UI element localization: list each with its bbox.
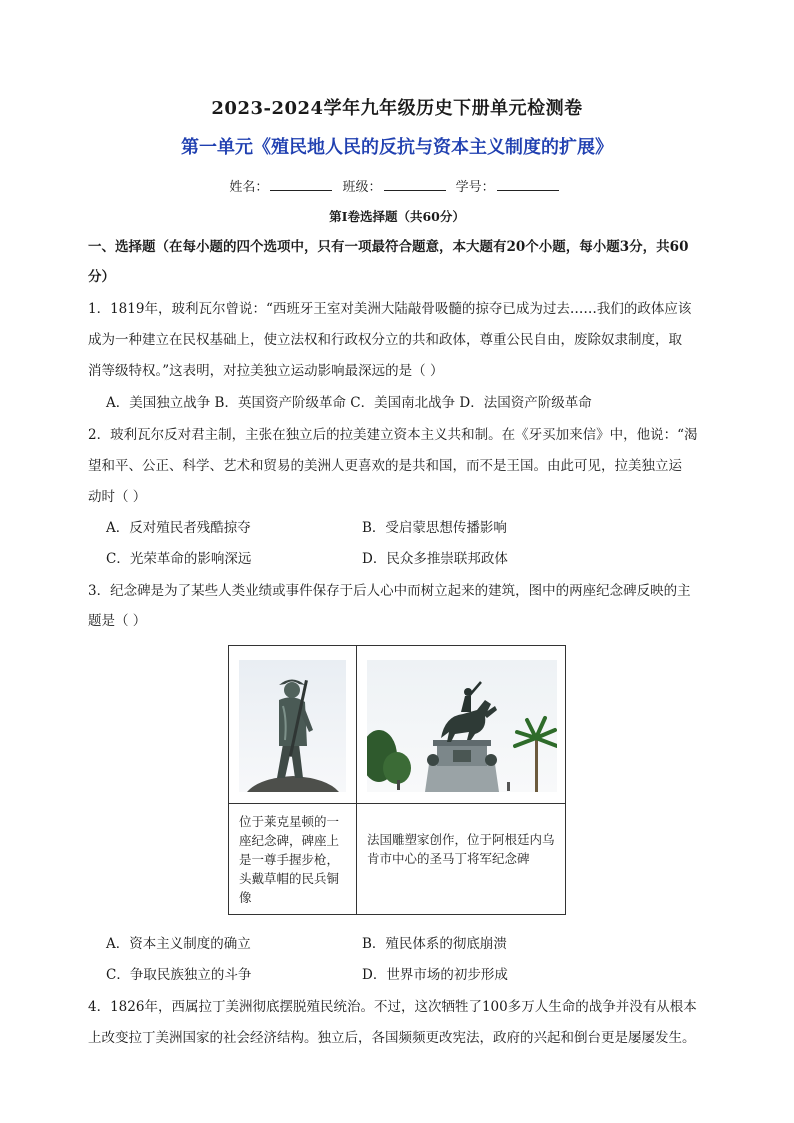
q2-option-a: A．反对殖民者残酷掠夺 xyxy=(106,520,251,536)
q4-line-2: 上改变拉丁美洲国家的社会经济结构。独立后，各国频频更改宪法，政府的兴起和倒台更是屡屡发生。 xyxy=(88,1030,696,1046)
q3-option-c: C．争取民族独立的斗争 xyxy=(106,967,252,983)
section-title: 第I卷选择题（共60分） xyxy=(329,209,465,224)
q3-line-2: 题是（ ） xyxy=(88,613,147,629)
q1-line-2: 成为一种建立在民权基础上，使立法权和行政权分立的共和政体，尊重公民自由，废除奴隶制度，取 xyxy=(88,332,682,348)
minuteman-statue-image xyxy=(239,660,346,792)
q3-line-1: 3．纪念碑是为了某些人类业绩或事件保存于后人心中而树立起来的建筑，图中的两座纪念碑反映的主 xyxy=(88,583,691,599)
san-martin-monument-image xyxy=(367,660,557,792)
id-label: 学号： xyxy=(455,180,495,195)
q1-options: A．美国独立战争 B．英国资产阶级革命 C．美国南北战争 D．法国资产阶级革命 xyxy=(106,395,592,411)
name-blank[interactable] xyxy=(270,178,332,191)
exam-title: 2023-2024学年九年级历史下册单元检测卷 xyxy=(211,98,583,119)
q4-line-1: 4．1826年，西属拉丁美洲彻底摆脱殖民统治。不过，这次牺牲了100多万人生命的战争并没有从根本 xyxy=(88,999,697,1015)
q2-option-d: D．民众多推崇联邦政体 xyxy=(362,551,508,567)
student-info-row xyxy=(0,176,794,195)
class-blank[interactable] xyxy=(384,178,446,191)
q2-option-c: C．光荣革命的影响深远 xyxy=(106,551,252,567)
class-label: 班级： xyxy=(342,180,382,195)
q2-line-1: 2．玻利瓦尔反对君主制，主张在独立后的拉美建立资本主义共和制。在《牙买加来信》中，他说：“渴 xyxy=(88,427,698,443)
instructions-line-2: 分） xyxy=(88,269,115,285)
left-monument-caption: 位于莱克星顿的一座纪念碑，碑座上是一尊手握步枪，头戴草帽的民兵铜像 xyxy=(239,814,340,905)
right-monument-caption: 法国雕塑家创作，位于阿根廷内乌肯市中心的圣马丁将军纪念碑 xyxy=(367,832,555,866)
name-label: 姓名： xyxy=(229,180,269,195)
instructions-line-1: 一、选择题（在每小题的四个选项中，只有一项最符合题意，本大题有20个小题，每小题3分，共60 xyxy=(88,239,689,255)
monuments-figure-table xyxy=(228,645,566,915)
figure-divider-vertical xyxy=(356,646,357,914)
q3-option-a: A．资本主义制度的确立 xyxy=(106,936,251,952)
unit-title: 第一单元《殖民地人民的反抗与资本主义制度的扩展》 xyxy=(181,137,613,158)
q3-option-b: B．殖民体系的彻底崩溃 xyxy=(362,936,507,952)
id-blank[interactable] xyxy=(497,178,559,191)
q3-option-d: D．世界市场的初步形成 xyxy=(362,967,508,983)
q1-line-1: 1．1819年，玻利瓦尔曾说：“西班牙王室对美洲大陆敲骨吸髓的掠夺已成为过去……我们的政体应该 xyxy=(88,301,692,317)
q2-line-2: 望和平、公正、科学、艺术和贸易的美洲人更喜欢的是共和国，而不是王国。由此可见，拉美独立运 xyxy=(88,458,682,474)
q1-line-3: 消等级特权。”这表明，对拉美独立运动影响最深远的是（ ） xyxy=(88,363,444,379)
q2-line-3: 动时（ ） xyxy=(88,489,147,505)
q2-option-b: B．受启蒙思想传播影响 xyxy=(362,520,507,536)
figure-divider-horizontal xyxy=(229,803,565,804)
